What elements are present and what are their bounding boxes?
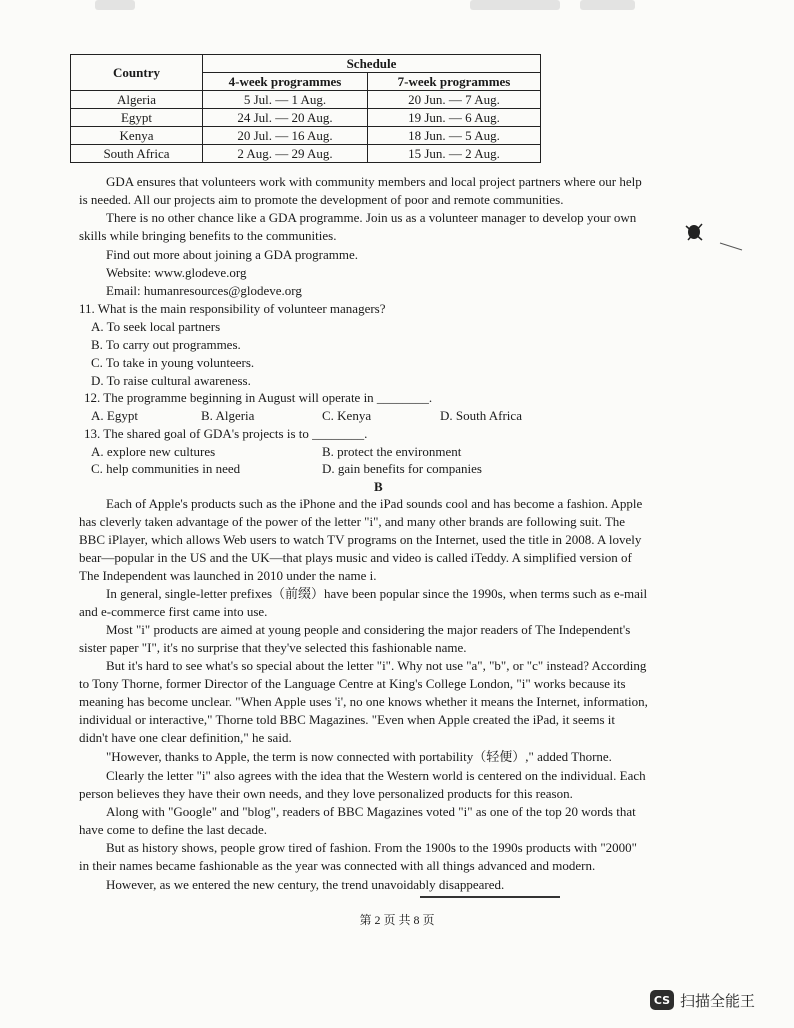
camscanner-logo-icon: CS bbox=[650, 990, 674, 1010]
section-b-line: BBC iPlayer, which allows Web users to watch TV programs on the Internet, used the title in 2008. A lovely bbox=[79, 532, 642, 547]
schedule-header: Schedule bbox=[203, 55, 541, 73]
country-cell: Algeria bbox=[71, 91, 203, 109]
q11-option-a: A. To seek local partners bbox=[91, 319, 221, 334]
country-cell: Egypt bbox=[71, 109, 203, 127]
section-b-line: Most "i" products are aimed at young people and considering the major readers of The Independent's bbox=[106, 622, 631, 637]
q13-option-d: D. gain benefits for companies bbox=[322, 461, 482, 476]
section-b-line: However, as we entered the new century, the trend unavoidably disappeared. bbox=[106, 877, 505, 892]
q11-option-c: C. To take in young volunteers. bbox=[91, 355, 255, 370]
paragraph-line: There is no other chance like a GDA programme. Join us as a volunteer manager to develop your own bbox=[106, 210, 637, 225]
question-11: 11. What is the main responsibility of volunteer managers? bbox=[79, 301, 386, 316]
four-week-cell: 20 Jul. — 16 Aug. bbox=[203, 127, 368, 145]
top-smudge bbox=[95, 0, 135, 10]
paragraph-line: GDA ensures that volunteers work with community members and local project partners where our help bbox=[106, 174, 642, 189]
seven-week-cell: 19 Jun. — 6 Aug. bbox=[368, 109, 541, 127]
section-b-line: sister paper "I", it's no surprise that they've selected this fashionable name. bbox=[79, 640, 467, 655]
section-b-line: "However, thanks to Apple, the term is now connected with portability（轻便）," added Thorne. bbox=[106, 749, 612, 764]
paragraph-line: is needed. All our projects aim to promote the development of poor and remote communities. bbox=[79, 192, 564, 207]
section-b-line: has cleverly taken advantage of the power of the letter "i", and many other brands are following suit. The bbox=[79, 514, 626, 529]
section-b-line: have come to define the last decade. bbox=[79, 822, 268, 837]
watermark-text: 扫描全能王 bbox=[680, 991, 756, 1010]
section-b-line: But it's hard to see what's so special about the letter "i". Why not use "a", "b", or "c" instead? According bbox=[106, 658, 647, 673]
paragraph-line: skills while bringing benefits to the communities. bbox=[79, 228, 337, 243]
section-b-line: bear—popular in the US and the UK—that plays music and video is called iTeddy. A simplified version of bbox=[79, 550, 632, 565]
section-b-line: Along with "Google" and "blog", readers of BBC Magazines voted "i" as one of the top 20 words that bbox=[106, 804, 636, 819]
section-b-line: to Tony Thorne, former Director of the Language Centre at King's College London, "i" works because its bbox=[79, 676, 626, 691]
section-b-line: in their names became fashionable as the year was connected with all things advanced and modern. bbox=[79, 858, 596, 873]
q11-option-b: B. To carry out programmes. bbox=[91, 337, 241, 352]
four-week-cell: 2 Aug. — 29 Aug. bbox=[203, 145, 368, 163]
table-row bbox=[71, 127, 541, 145]
q12-option-d: D. South Africa bbox=[440, 408, 522, 423]
section-b-line: individual or interactive," Thorne told BBC Magazines. "Even when Apple created the iPad, it seems it bbox=[79, 712, 616, 727]
email-line: Email: humanresources@glodeve.org bbox=[106, 283, 302, 298]
question-12: 12. The programme beginning in August will operate in ________. bbox=[84, 390, 433, 405]
q13-option-a: A. explore new cultures bbox=[91, 444, 216, 459]
section-b-line: person believes they have their own needs, and they love personalized products for this reason. bbox=[79, 786, 573, 801]
seven-week-cell: 15 Jun. — 2 Aug. bbox=[368, 145, 541, 163]
country-header: Country bbox=[71, 55, 203, 91]
scanner-watermark bbox=[650, 988, 755, 1012]
q13-option-b: B. protect the environment bbox=[322, 444, 462, 459]
section-b-line: Clearly the letter "i" also agrees with the idea that the Western world is centered on the individual. Each bbox=[106, 768, 646, 783]
question-13: 13. The shared goal of GDA's projects is to ________. bbox=[84, 426, 368, 441]
table-row bbox=[71, 109, 541, 127]
section-b-line: The Independent was launched in 2010 under the name i. bbox=[79, 568, 377, 583]
schedule-table bbox=[70, 54, 541, 163]
website-line: Website: www.glodeve.org bbox=[106, 265, 247, 280]
q12-option-b: B. Algeria bbox=[201, 408, 255, 423]
seven-week-cell: 20 Jun. — 7 Aug. bbox=[368, 91, 541, 109]
q12-option-a: A. Egypt bbox=[91, 408, 138, 423]
section-b-heading: B bbox=[374, 479, 383, 494]
section-b-line: and e-commerce first came into use. bbox=[79, 604, 268, 619]
page-footer: 第 2 页 共 8 页 bbox=[359, 913, 435, 927]
four-week-cell: 5 Jul. — 1 Aug. bbox=[203, 91, 368, 109]
section-b-line: meaning has become unclear. "When Apple uses 'i', no one knows whether it means the Internet, information, bbox=[79, 694, 648, 709]
section-b-line: didn't have one clear definition," he said. bbox=[79, 730, 292, 745]
q11-option-d: D. To raise cultural awareness. bbox=[91, 373, 251, 388]
find-out-line: Find out more about joining a GDA programme. bbox=[106, 247, 359, 262]
section-b-line: Each of Apple's products such as the iPhone and the iPad sounds cool and has become a fashion. Apple bbox=[106, 496, 643, 511]
four-week-cell: 24 Jul. — 20 Aug. bbox=[203, 109, 368, 127]
four-week-header: 4-week programmes bbox=[203, 73, 368, 91]
top-smudge bbox=[470, 0, 560, 10]
section-b-line: But as history shows, people grow tired of fashion. From the 1900s to the 1990s products with "2000" bbox=[106, 840, 637, 855]
seven-week-header: 7-week programmes bbox=[368, 73, 541, 91]
table-row bbox=[71, 91, 541, 109]
country-cell: Kenya bbox=[71, 127, 203, 145]
q13-option-c: C. help communities in need bbox=[91, 461, 241, 476]
section-b-line: In general, single-letter prefixes（前缀）have been popular since the 1990s, when terms such as e-mail bbox=[106, 586, 648, 601]
table-row bbox=[71, 145, 541, 163]
seven-week-cell: 18 Jun. — 5 Aug. bbox=[368, 127, 541, 145]
ink-blot-icon bbox=[680, 218, 744, 252]
handwritten-underline bbox=[420, 896, 560, 898]
q12-option-c: C. Kenya bbox=[322, 408, 372, 423]
top-smudge bbox=[580, 0, 635, 10]
country-cell: South Africa bbox=[71, 145, 203, 163]
